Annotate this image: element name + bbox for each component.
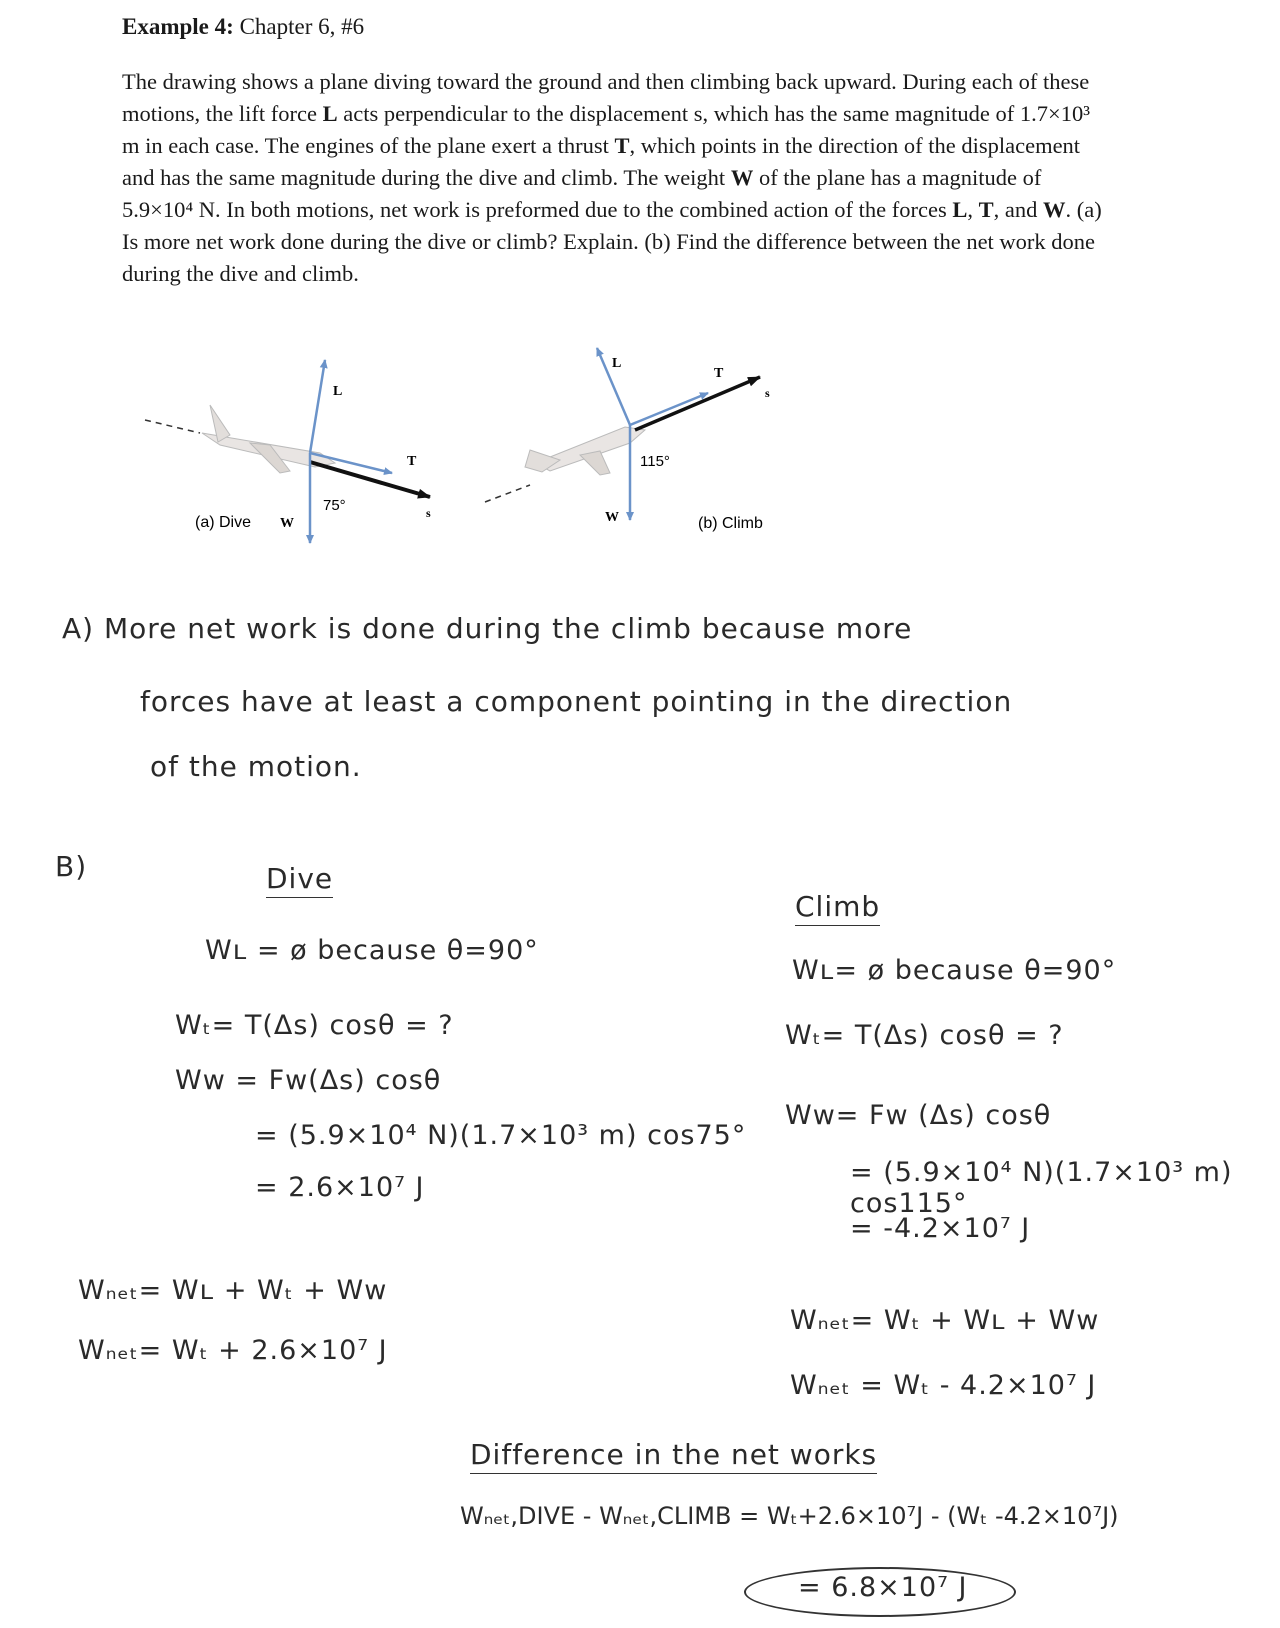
dive-angle-label: 75° — [323, 497, 346, 514]
difference-equation: Wₙₑₜ,DIVE - Wₙₑₜ,CLIMB = Wₜ+2.6×10⁷J - (Wₜ -4.2×10⁷J) — [460, 1502, 1119, 1530]
climb-work-title — [795, 890, 880, 923]
climb-work-line: Wᴡ= Fᴡ (Δs) cosθ — [785, 1100, 1052, 1131]
answer-a-line: A) More net work is done during the climb because more — [62, 612, 913, 645]
problem-text: acts perpendicular to the displacement s, which has the same magnitude of 1.7×10³ m in each case. The engines of the plane exert a thrust — [122, 101, 1090, 158]
dive-displacement-label: s — [426, 506, 431, 520]
dive-diagram — [145, 360, 431, 543]
climb-net-work: Wₙₑₜ= Wₜ + Wʟ + Wᴡ — [790, 1305, 1100, 1336]
climb-net-work: Wₙₑₜ = Wₜ - 4.2×10⁷ J — [790, 1370, 1097, 1401]
problem-text: , and — [993, 197, 1044, 222]
difference-title-text: Difference in the net works — [470, 1438, 877, 1474]
dive-net-work: Wₙₑₜ= Wₜ + 2.6×10⁷ J — [78, 1335, 388, 1366]
climb-lift-label: L — [612, 356, 622, 371]
chapter-reference: Chapter 6, #6 — [233, 14, 365, 39]
lift-symbol: L — [322, 101, 338, 126]
climb-work-line: Wʟ= ø because θ=90° — [792, 955, 1117, 986]
dive-lift-arrow — [310, 360, 325, 453]
weight-symbol: W — [730, 165, 754, 190]
problem-statement — [122, 66, 1102, 290]
dive-path-dashed — [145, 420, 200, 433]
dive-work-line: = (5.9×10⁴ N)(1.7×10³ m) cos75° — [255, 1120, 747, 1151]
difference-title — [470, 1438, 877, 1471]
dive-caption: (a) Dive — [195, 514, 252, 531]
answer-a-line: of the motion. — [150, 750, 362, 783]
example-heading — [122, 14, 364, 40]
weight-symbol: W — [1043, 197, 1066, 222]
problem-text: , — [967, 197, 979, 222]
dive-title-text: Dive — [266, 862, 333, 898]
problem-text: of the plane has a magnitude of 5.9×10⁴ N. In both motions, net work is preformed due to the combined action of the forces — [122, 165, 1042, 222]
dive-thrust-label: T — [407, 454, 417, 469]
thrust-symbol: T — [978, 197, 994, 222]
answer-a-line: forces have at least a component pointing in the direction — [140, 685, 1013, 718]
force-diagram — [130, 345, 830, 575]
dive-work-line: = 2.6×10⁷ J — [255, 1172, 425, 1203]
dive-work-line: Wʟ = ø because θ=90° — [205, 935, 539, 966]
problem-text: , which points in the direction of the displacement and has the same magnitude during the dive and climb. The weight — [122, 133, 1081, 190]
climb-path-dashed — [485, 485, 530, 502]
problem-text: The drawing shows a plane diving toward the ground and then climbing back upward. During each of these motions, the lift force — [122, 69, 1090, 126]
dive-net-work: Wₙₑₜ= Wʟ + Wₜ + Wᴡ — [78, 1275, 388, 1306]
dive-work-line: Wᴡ = Fᴡ(Δs) cosθ — [175, 1065, 442, 1096]
dive-weight-label: W — [280, 516, 294, 531]
climb-work-line: = -4.2×10⁷ J — [850, 1213, 1031, 1244]
lift-symbol: L — [952, 197, 968, 222]
problem-text: . (a) Is more net work done during the dive or climb? Explain. (b) Find the difference between the net work done during the dive and climb. — [122, 197, 1102, 286]
dive-work-line: Wₜ= T(Δs) cosθ = ? — [175, 1010, 454, 1041]
climb-displacement-arrow — [635, 377, 760, 430]
climb-title-text: Climb — [795, 890, 880, 926]
dive-lift-label: L — [333, 384, 343, 399]
climb-angle-label: 115° — [640, 453, 670, 470]
final-result: = 6.8×10⁷ J — [798, 1572, 968, 1603]
climb-plane-icon — [525, 427, 645, 475]
climb-weight-label: W — [605, 510, 619, 525]
climb-thrust-label: T — [714, 366, 724, 381]
example-number: Example 4: — [122, 14, 234, 39]
climb-caption: (b) Climb — [698, 515, 763, 532]
climb-thrust-arrow — [630, 393, 708, 425]
climb-displacement-label: s — [765, 386, 770, 400]
climb-diagram — [485, 348, 770, 532]
climb-work-line: Wₜ= T(Δs) cosθ = ? — [785, 1020, 1064, 1051]
climb-work-line: = (5.9×10⁴ N)(1.7×10³ m) cos115° — [850, 1157, 1233, 1219]
answer-b-label: B) — [55, 850, 88, 883]
dive-work-title — [266, 862, 333, 895]
thrust-symbol: T — [614, 133, 630, 158]
